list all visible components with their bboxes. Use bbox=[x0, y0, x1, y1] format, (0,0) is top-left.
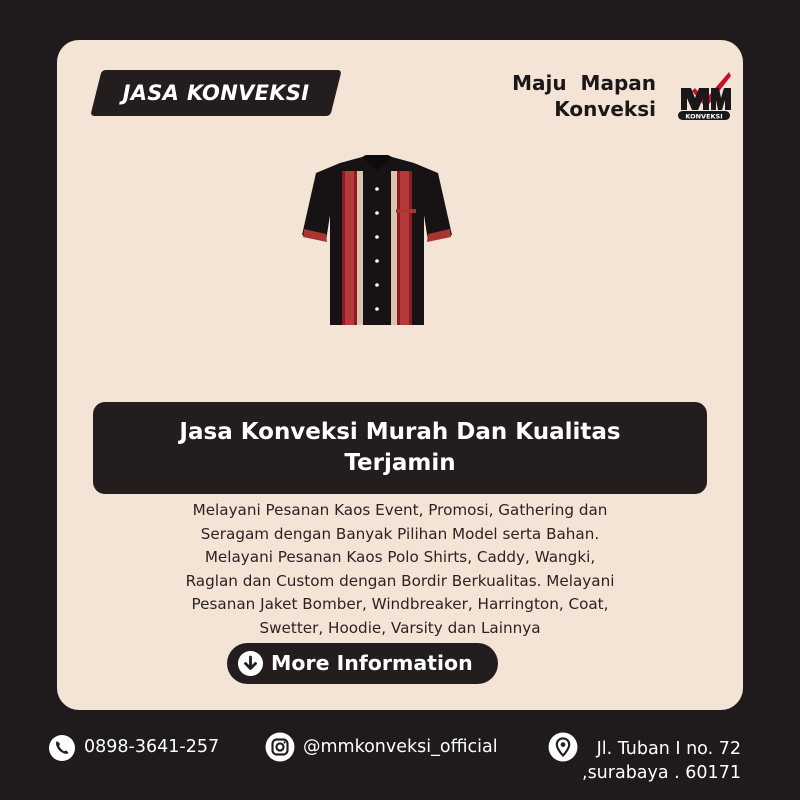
description-line: Melayani Pesanan Kaos Event, Promosi, Gathering dan bbox=[192, 501, 608, 519]
description-line: Seragam dengan Banyak Pilihan Model serta Bahan. bbox=[200, 524, 600, 543]
more-information-label: More Information bbox=[271, 651, 473, 675]
description-line: Swetter, Hoodie, Varsity dan Lainnya bbox=[259, 618, 541, 637]
phone-number: 0898-3641-257 bbox=[84, 737, 220, 757]
instagram-handle: @mmkonveksi_official bbox=[303, 737, 498, 757]
instagram-contact[interactable] bbox=[265, 732, 535, 762]
instagram-icon bbox=[265, 732, 295, 762]
location-pin-icon bbox=[548, 732, 578, 762]
address-line-2: ,surabaya . 60171 bbox=[582, 763, 741, 783]
headline-text: Jasa Konveksi Murah Dan Kualitas Terjamin bbox=[179, 419, 621, 476]
more-information-button[interactable] bbox=[227, 643, 498, 684]
logo-text: KONVEKSI bbox=[685, 112, 723, 121]
phone-icon bbox=[48, 734, 76, 762]
brand-line-1: Maju Mapan bbox=[512, 71, 656, 95]
service-description bbox=[140, 499, 660, 641]
address-text bbox=[582, 737, 741, 785]
batik-shirt-image bbox=[300, 155, 454, 330]
description-line: Pesanan Jaket Bomber, Windbreaker, Harrington, Coat, bbox=[191, 595, 609, 614]
tag-label: JASA KONVEKSI bbox=[122, 81, 310, 105]
headline-banner bbox=[93, 402, 707, 494]
address-contact bbox=[548, 732, 748, 782]
brand-line-2: Konveksi bbox=[554, 97, 656, 121]
arrow-down-circle-icon bbox=[238, 651, 263, 676]
phone-contact[interactable] bbox=[48, 734, 248, 764]
address-line-1: Jl. Tuban I no. 72 bbox=[596, 739, 741, 759]
brand-name bbox=[470, 70, 656, 122]
description-line: Melayani Pesanan Kaos Polo Shirts, Caddy, Wangki, bbox=[204, 548, 596, 567]
mm-logo-icon bbox=[675, 66, 733, 124]
description-line: Raglan dan Custom dengan Bordir Berkualitas. Melayani bbox=[185, 571, 615, 590]
